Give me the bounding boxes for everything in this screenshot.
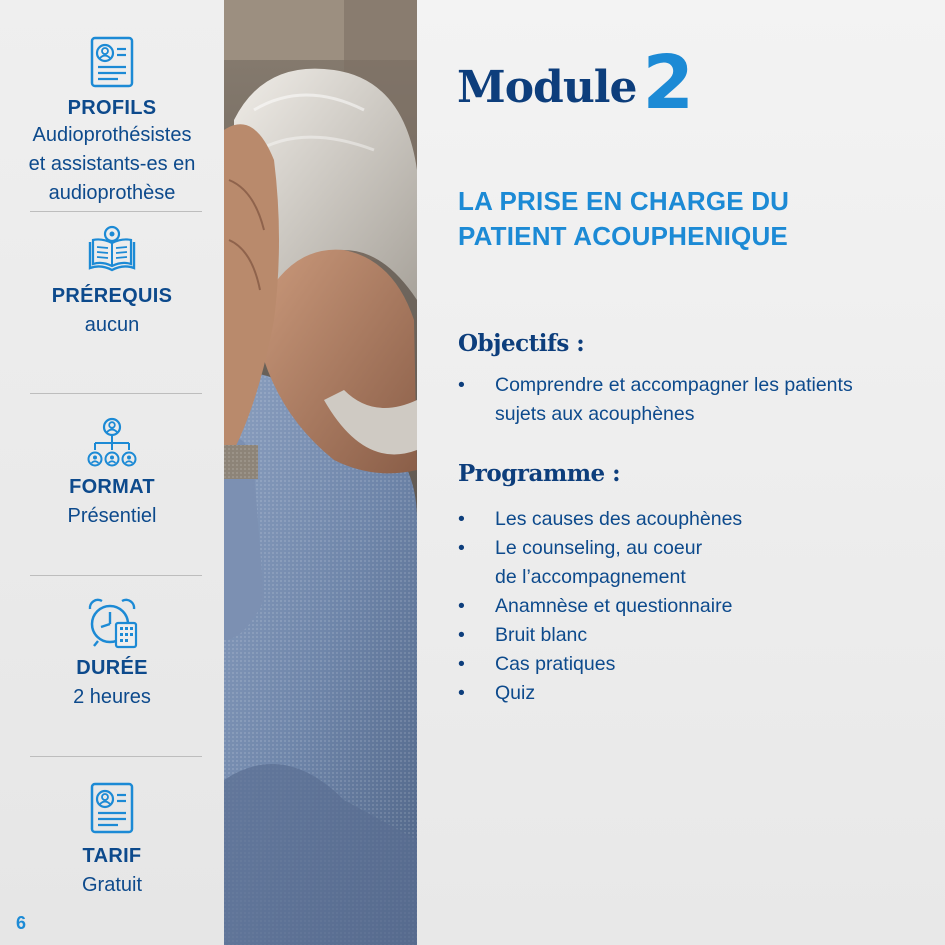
duree-block bbox=[0, 597, 224, 712]
page-number: 6 bbox=[16, 913, 27, 933]
divider bbox=[30, 211, 202, 212]
module-content bbox=[417, 0, 945, 945]
list-item bbox=[458, 505, 938, 534]
list-item bbox=[458, 371, 938, 429]
photo-illustration bbox=[224, 0, 417, 945]
divider bbox=[30, 393, 202, 394]
info-sidebar bbox=[0, 0, 224, 945]
profils-line-1: Audioprothésistes bbox=[32, 124, 192, 146]
module-word: Module bbox=[457, 62, 637, 113]
group-hierarchy-icon bbox=[87, 417, 137, 469]
tarif-title: TARIF bbox=[82, 845, 142, 867]
module-number: 2 bbox=[642, 40, 695, 126]
subtitle-line-1: LA PRISE EN CHARGE DU bbox=[458, 186, 790, 216]
list-item-line: • Cas pratiques bbox=[495, 653, 616, 675]
duree-value: 2 heures bbox=[73, 686, 151, 708]
prerequis-title: PRÉREQUIS bbox=[51, 285, 173, 307]
list-item-line: • Comprendre et accompagner les patients bbox=[495, 374, 853, 396]
list-item bbox=[458, 621, 938, 650]
subtitle-line-2: PATIENT ACOUPHENIQUE bbox=[458, 221, 788, 251]
list-item-line: • Anamnèse et questionnaire bbox=[495, 595, 733, 617]
objectifs-title: Objectifs : bbox=[458, 330, 585, 357]
list-item-line: de l’accompagnement bbox=[495, 566, 686, 588]
list-item bbox=[458, 679, 938, 708]
list-item bbox=[458, 534, 938, 592]
list-item bbox=[458, 650, 938, 679]
list-item bbox=[458, 592, 938, 621]
duree-title: DURÉE bbox=[76, 657, 148, 679]
prerequis-block bbox=[0, 224, 224, 340]
format-title: FORMAT bbox=[69, 476, 155, 498]
list-item-line: • Les causes des acouphènes bbox=[495, 508, 743, 530]
list-item-line: • Le counseling, au coeur bbox=[495, 537, 703, 559]
elderly-man-photo bbox=[224, 0, 417, 945]
profils-title: PROFILS bbox=[67, 97, 157, 119]
list-item-line: • Quiz bbox=[495, 682, 536, 704]
profile-document-icon bbox=[88, 36, 136, 88]
objectifs-list bbox=[458, 371, 938, 429]
format-block bbox=[0, 417, 224, 531]
prerequis-value: aucun bbox=[84, 314, 140, 336]
profils-block bbox=[0, 36, 224, 208]
profile-document-icon bbox=[88, 782, 136, 834]
divider bbox=[30, 575, 202, 576]
alarm-clock-icon bbox=[86, 597, 138, 649]
list-item-line: • Bruit blanc bbox=[495, 624, 588, 646]
divider bbox=[30, 756, 202, 757]
open-book-icon bbox=[87, 224, 137, 274]
format-value: Présentiel bbox=[67, 505, 157, 527]
module-subtitle bbox=[458, 184, 918, 254]
programme-list bbox=[458, 505, 938, 708]
profils-line-3: audioprothèse bbox=[48, 182, 176, 204]
module-heading bbox=[457, 40, 694, 126]
profils-line-2: et assistants-es en bbox=[28, 153, 196, 175]
tarif-value: Gratuit bbox=[81, 874, 143, 896]
programme-title: Programme : bbox=[458, 460, 621, 487]
tarif-block bbox=[0, 782, 224, 900]
list-item-line: sujets aux acouphènes bbox=[495, 403, 695, 425]
